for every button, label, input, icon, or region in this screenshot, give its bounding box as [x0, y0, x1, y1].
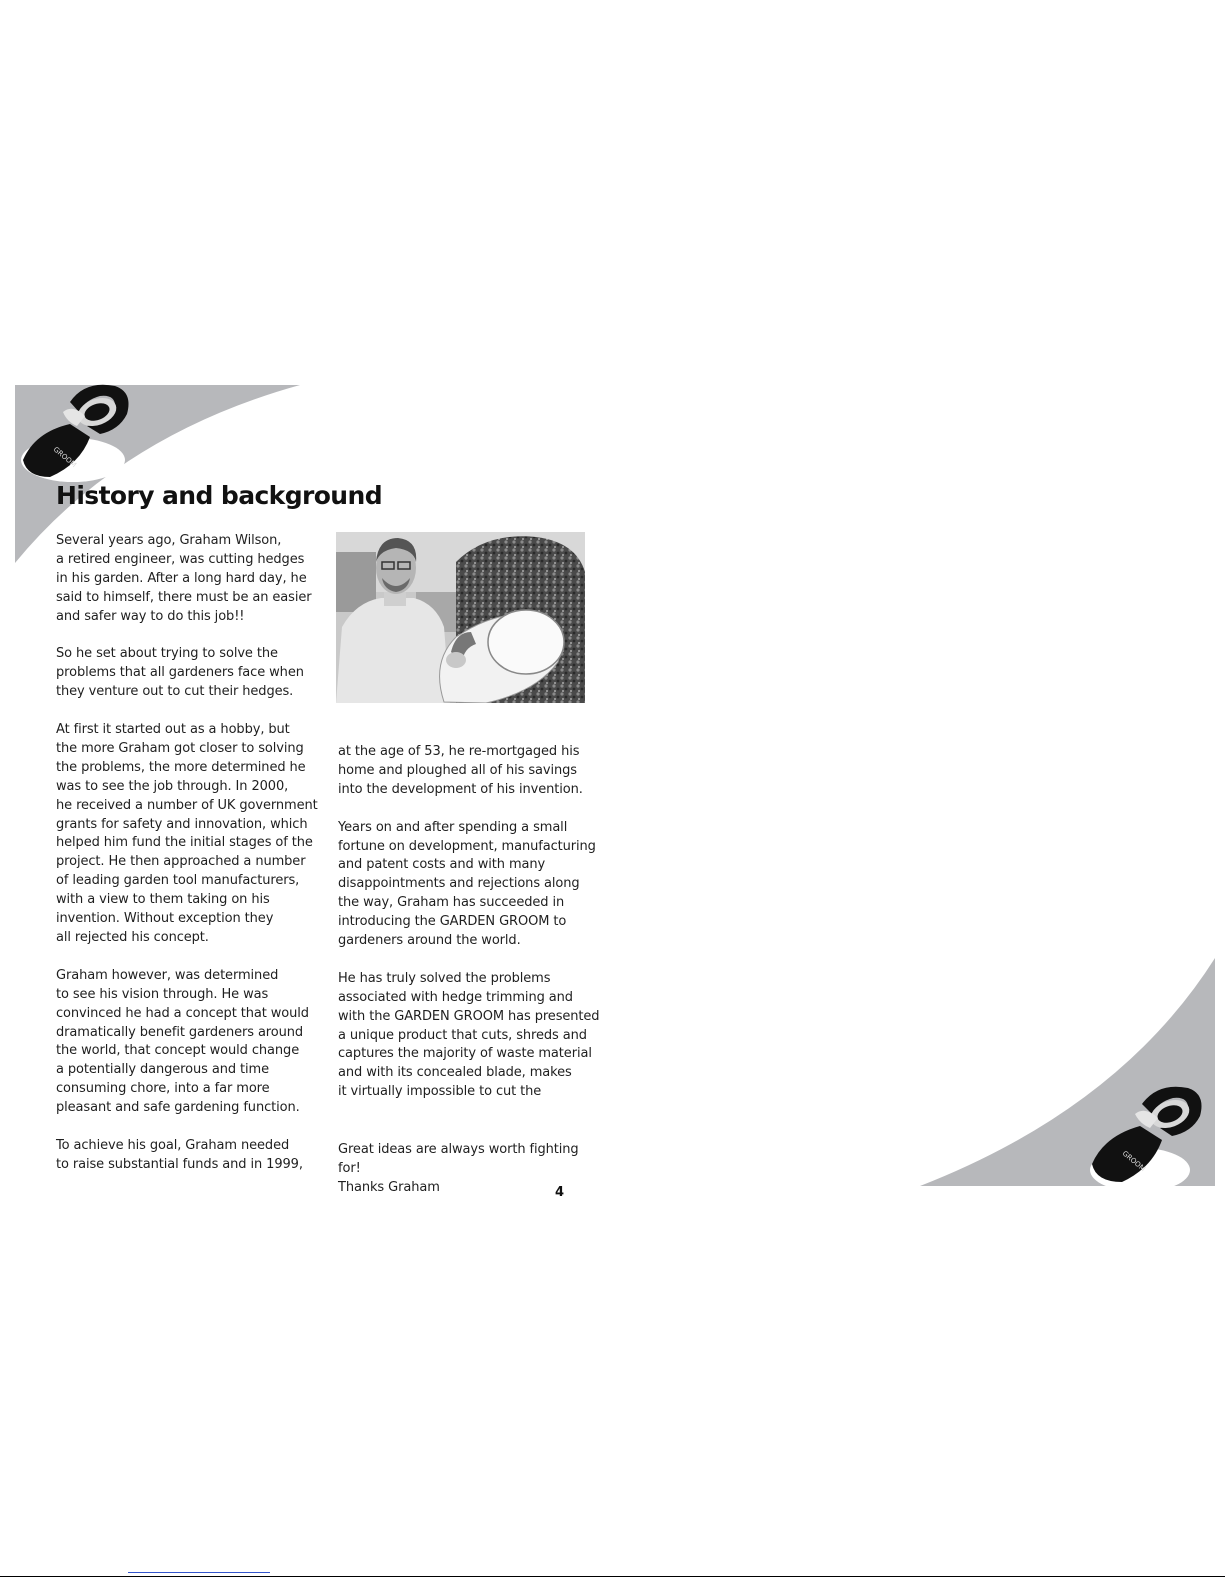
paragraph: To achieve his goal, Graham needed to raise substantial funds and in 1999,	[56, 1137, 303, 1172]
paragraph: Graham however, was determined to see his vision through. He was convinced he had a concept that would dramatically benefit gardeners around the world, that concept would change a potentially dangerous and time consuming chore, into a far more pleasant and safe gardening function.	[56, 967, 309, 1116]
svg-text:GROOM: GROOM	[51, 445, 78, 470]
paragraph: At first it started out as a hobby, but the more Graham got closer to solving the problems, the more determined he was to see the job through. In 2000, he received a number of UK government grants for safety and innovation, which helped him fund the initial stages of the project. He then approached a number of leading garden tool manufacturers, with a view to them taking on his invention. Without exception they all rejected his concept.	[56, 722, 318, 945]
closing-paragraph: Great ideas are always worth fighting for! Thanks Graham	[338, 1142, 579, 1195]
paragraph: Years on and after spending a small fortune on development, manufacturing and patent costs and with many disappointments and rejections along the way, Graham has succeeded in introducing the GARDEN GROOM to gardeners around the world.	[338, 819, 596, 949]
inventor-photo	[336, 532, 585, 703]
paragraph: He has truly solved the problems associated with hedge trimming and with the GARDEN GROOM has presented a unique product that cuts, shreds and captures the majority of waste material and with its concealed blade, makes it virtually impossible to cut the	[338, 970, 600, 1100]
right-text-column	[338, 743, 600, 1102]
page-number: 4	[555, 1185, 565, 1200]
hedge-trimmer-icon	[1090, 1082, 1210, 1192]
footer-link-underline	[128, 1572, 270, 1573]
paragraph: at the age of 53, he re-mortgaged his home and ploughed all of his savings into the development of his invention.	[338, 744, 583, 797]
paragraph: So he set about trying to solve the problems that all gardeners face when they venture out to cut their hedges.	[56, 646, 304, 700]
svg-text:GROOM: GROOM	[1120, 1149, 1147, 1174]
left-text-column	[56, 532, 318, 1175]
footer-divider	[0, 1576, 1225, 1577]
paragraph: Several years ago, Graham Wilson, a retired engineer, was cutting hedges in his garden. After a long hard day, he said to himself, there must be an easier and safer way to do this job!!	[56, 533, 312, 624]
hedge-trimmer-icon	[15, 382, 135, 487]
page-title: History and background	[56, 481, 382, 510]
